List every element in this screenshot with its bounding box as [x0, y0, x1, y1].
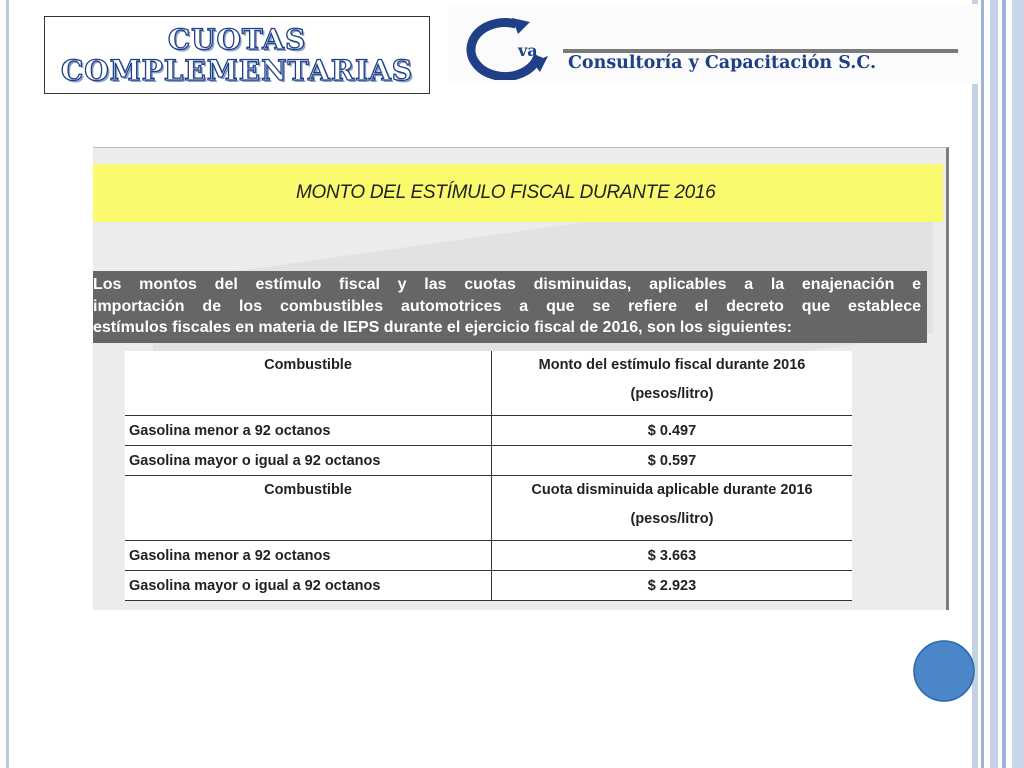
fuel-cell: Gasolina menor a 92 octanos [125, 541, 492, 571]
decorative-circle-icon [912, 639, 976, 703]
paragraph-line-1: Los montos del estímulo fiscal y las cuotas disminuidas, aplicables a la enajenación e [93, 276, 921, 293]
document-heading: MONTO DEL ESTÍMULO FISCAL DURANTE 2016 [296, 182, 716, 203]
company-name: Consultoría y Capacitación S.C. [568, 53, 877, 73]
slide-title-box [44, 16, 430, 94]
reduced-quota-table [125, 476, 852, 601]
slide-title-line2: COMPLEMENTARIAS [60, 54, 414, 87]
slide-title [61, 24, 413, 86]
paragraph-line-2: importación de los combustibles automotrices a que se refiere el decreto que establece [93, 297, 921, 315]
value-cell: $ 3.663 [492, 541, 853, 571]
stimulus-table [125, 351, 852, 476]
value-cell: $ 0.597 [492, 446, 853, 476]
value-cell: $ 2.923 [492, 571, 853, 601]
logo-mark-text: va [518, 41, 538, 60]
table-header-cell: Combustible [125, 351, 492, 416]
left-border-line [6, 0, 9, 768]
table-header-line: (pesos/litro) [630, 511, 714, 527]
intro-paragraph [93, 271, 927, 343]
value-cell: $ 0.497 [492, 416, 853, 446]
paragraph-line-3: estímulos fiscales en materia de IEPS durante el ejercicio fiscal de 2016, son los siguientes: [93, 319, 792, 336]
table-header-row [125, 476, 852, 541]
table-row [125, 446, 852, 476]
document-panel [93, 147, 949, 610]
table-row [125, 541, 852, 571]
fuel-cell: Gasolina mayor o igual a 92 octanos [125, 446, 492, 476]
table-header-line: Monto del estímulo fiscal durante 2016 [538, 357, 806, 373]
table-header-cell [492, 351, 853, 416]
table-header-cell [492, 476, 853, 541]
slide-title-line1: CUOTAS [167, 23, 307, 56]
fuel-cell: Gasolina menor a 92 octanos [125, 416, 492, 446]
logo-arc-icon [456, 10, 566, 80]
heading-bar [93, 164, 943, 222]
right-decorative-stripes [972, 0, 1024, 768]
company-logo [448, 4, 978, 84]
table-header-line: Cuota disminuida aplicable durante 2016 [531, 482, 813, 498]
table-header-cell: Combustible [125, 476, 492, 541]
table-row [125, 416, 852, 446]
table-header-line: (pesos/litro) [630, 386, 714, 402]
fuel-cell: Gasolina mayor o igual a 92 octanos [125, 571, 492, 601]
table-row [125, 571, 852, 601]
table-header-row [125, 351, 852, 416]
